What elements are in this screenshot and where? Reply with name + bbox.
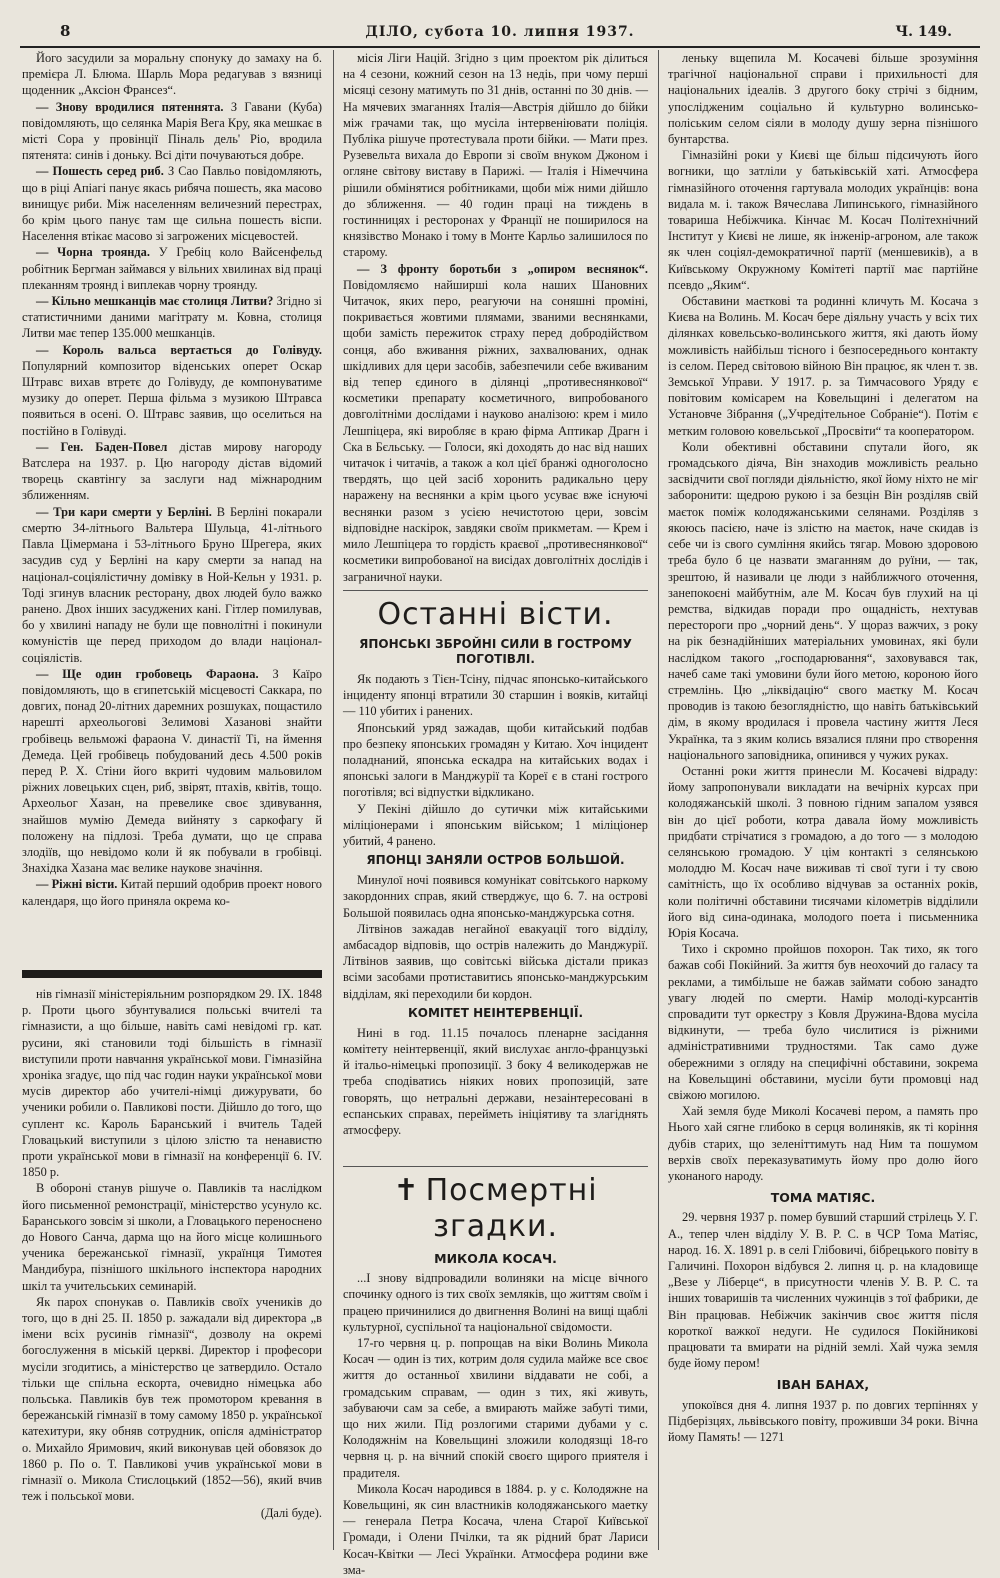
news-brief-text: В Берліні покарали смертю 34-літнього Вальтера Шульца, 41-літнього Павла Цімермана і 53-літнього Бруно Шрегера, яких засудив суд у Берліні на кару смерти за напад на націонал-соціялістичну домівку в Ной-Кельн у 1931. р. Тоді згинув власник ресторану, двох людей було важко ранено. Двох інших засуджених кані. Гітлер помилував, бо у хвилині нападу не були ще повнолітні і покинули комуністів ще перед приходом до влади націонал-соціялістів. — [22, 504, 322, 665]
news-brief-text: Китай перший одобрив проект нового календаря, що його приняла окрема ко- — [22, 877, 322, 908]
page-header — [20, 22, 980, 48]
obituaries-title: ✝ Посмертні згадки. — [393, 1173, 598, 1244]
column-3 — [668, 50, 978, 1540]
news-brief — [22, 99, 322, 164]
news-brief-text: Його засудили за моральну спонуку до замаху на б. премієра Л. Блюма. Шарль Мора редагував з вязниці щоденник „Аксіон Франсез“. — [22, 51, 322, 98]
news-brief-text: З Каїро повідомляють, що в єгипетській місцевості Саккара, по довгих, понад 20-літних даремних розшуках, пощастило нарешті археольогові Зелимові Хазанові знайти гробівець вельможі фараона V. династії Ті, на ймення Демеда. Цей гробівець побудований десь 4.500 років перед Р. Х. Стіни його вкриті чудовим мальовилом ріжних ловецьких сцен, риб, звірят, птахів, квітів, тощо. Археольог Хазан, на превелике своє здивування, знайшов мумію Демеда вийняту з саркофагу й положену на підлозі. Треба думати, що це справа злодіїв, що невідомо коли й як побували в гробівці. Знахідка Хазана має велике наукове значіння. — [22, 666, 322, 876]
latest-news-title: Останні вісти. — [377, 597, 614, 632]
obituary-name-kosach: МИКОЛА КОСАЧ. — [434, 1251, 557, 1266]
column-divider-1 — [333, 50, 334, 1550]
news-brief-headline: — Пошесть серед риб. — [36, 164, 168, 179]
section-separator-bar — [22, 970, 322, 978]
obituary-paragraph: Останні роки життя принесли М. Косачеві відраду: йому запропонували викладати на вечірніх курсах при колодяжанській школі. З повною гідним запалом узявся він до цієї роботи, котра давала йому можливість придбати стрічатися з громадою, а до того — з молодою селянською громадою. У цім контакті з селянською молоддю М. Косач наче виживав ті свої туги і ту свою самітність, що їх особливо відчував за останніх років, коли політичні обставини тисячами кілометрів відділили його від сина-одинака, молодого поета і письменника Юрія Косача. — [668, 763, 978, 940]
obituary-paragraph: Тихо і скромно пройшов похорон. Так тихо, як того бажав собі Покійний. За життя був неохочий до галасу та реклами, а тимбільше не бажав займати собою занадто увагу людей по смерти. Намір молоді-курсантів спровадити тут оркестру з Ковля Дружина-Вдова мусіла відкинути, — треба було числитися із ріжними адміністративними трудностями. Так само дуже обережними з огляду на специфічні обставини, зокрема на Ковельщині обставини, мусіли бути промовці над свіжою могилою. — [668, 942, 978, 1102]
news-brief-headline: — Король вальса вертається до Голівуду. — [36, 342, 322, 357]
news-brief-headline: — Ще один гробовець Фараона. — [36, 666, 273, 681]
news-brief-headline: — Кільно мешканців має столиця Литви? — [36, 294, 277, 309]
news-brief — [22, 50, 322, 99]
article-paragraph: нів гімназії міністеріяльним розпорядком 29. IX. 1848 р. Проти цього збунтувалися польські вчителі та гімназисти, а що більше, навіть самі невідомі гр. кат. русини, які становили тоді більшість в гімназії виступили проти навчання української мови. Гімназійна хроніка згадує, що під час годин науки української мови мусів директор або учителі-німці дижурувати, бо ученики робили о. Павликові пости. Дійшло до того, що суплент кс. Кароль Баранський і вчитель Тадей Гловацький виступили з цілою злістю та ненавистю проти української мови в гімназії на конференції 6. IV. 1850 р. — [22, 987, 322, 1180]
obituary-text-banakh: упокоївся дня 4. липня 1937 р. по довгих терпіннях у Підберізцях, львівського повіту, проживши 34 роки. Вічна йому Память! — 1271 — [668, 1397, 978, 1445]
issue-number: Ч. 149. — [895, 24, 952, 40]
news-brief-headline: — Три кари смерти у Берліні. — [36, 504, 217, 519]
news-brief — [22, 876, 322, 908]
news-brief-text: Згідно зі статистичними даними магітрату м. Ковна, столиця Литви має тепер 135.000 мешканців. — [22, 294, 322, 341]
news-headline-2: ЯПОНЦІ ЗАНЯЛИ ОСТРОВ БОЛЬШОЙ. — [366, 853, 625, 868]
obituary-paragraph: Коли обективні обставини спутали його, як громадського діяча, Він знаходив можливість реально засвідчити свої погляди діяльністю, якої йому ніхто не міг заборонити: щедрою рукою і за безцін Він розділяв свій маєток поміж колодяжанськими селянами. Розділяв з якоюсь пасією, наче із злістю на маєток, наче скидав із себе чи із свого сумління якийсь тягар. Мовою здоровою треба було б це назвати змаганням до руїни, — так, зрештою, й називали це люди з найближчого оточення, занепокоєні майбутнім, але М. Косач був глухий на ці ремства, відкидав поради про ощадність, нехтував перестороги про „чорний день“. У щораз важчих, з року на рік безнадійніших матеріальних умовинах, які були наслідком такого „господарювання“, заховувався так, начеб саме такі умовини були його метою, короною його стремлінь. Цю „ліквідацію“ свого маєтку М. Косач проводив із такою безоглядністю, що навіть батьківський дім, в якому вродилася і провела частину життя Леся Українка, та з яким колись вязалися пляни про створення національного заповідника, опинився у чужих руках. — [668, 439, 978, 762]
obituary-text-matiias: 29. червня 1937 р. помер бувший старший стрілець У. Г. А., тепер член відділу У. В. Р. С. в ЧСР Тома Матіяс, народ. 16. Х. 1891 р. в селі Глібовичі, бібрецького повіту в Галичині. Похорон відбувся 2. липня ц. р. на кладовище „Везе у Ліберце“, в присутности членів У. В. Р. С. та інших товаришів та численних чужинців з тої фабрики, де Він працював. Небіжчик закінчив своє життя після короткої важкої недуги. Не судилося Покійникові працювати та вмирати на рідній землі. Хай чужа земля буде йому пером! — [668, 1210, 978, 1371]
masthead-title: ДІЛО, субота 10. липня 1937. — [365, 24, 635, 40]
obituary-paragraph: леньку вщепила М. Косачеві більше зрозуміння трагічної національної справи і прихильності для національних ідеалів. З другого боку стрічі з бідним, упослідженим соціально й культурно волинсько-поліським селом сіяли в молоду душу зерна пізнішого бунтарства. — [668, 51, 978, 147]
obituary-paragraph: 17-го червня ц. р. попрощав на віки Волинь Микола Косач — один із тих, котрим доля судила майже все своє життя до останньої хвилини віддавати не собі, а громадським справам, — один з тих, які живуть, забуваючи сам за себе, а вмирають майже забуті тими, що них жили. Під розлогими старими дубами у с. Колодяжнім на Ковельщині зложили колодязщі 18-го червня ц. р. на вічний спокій своєго щирого приятеля і прадителя. — [343, 1336, 648, 1480]
news-brief — [22, 293, 322, 342]
news-paragraph: Літвінов зажадав негайної евакуації того відділу, амбасадор відповів, що острів належить до Манджурії. Літвінов заявив, що совітські війська дістали приказ всіми засобами протиставитись японсько-манджурським відділам, які переходили би кордон. — [343, 921, 648, 1001]
news-brief-headline: — Знову вродилися пятеннята. — [36, 99, 231, 114]
obituary-paragraph: ...І знову відпровадили волиняки на місце вічного спочинку одного із тих своїх земляків, що життям своїм і працею причинилися до двигнення Волині на вищі щаблі культурної, суспільної та національної свідомости. — [343, 1271, 648, 1334]
obituaries-section — [343, 1160, 648, 1577]
column-divider-2 — [658, 50, 659, 1550]
obituary-paragraph: Обставини маєткові та родинні кличуть М. Косача з Києва на Волинь. М. Косач бере діяльну участь у всіх тих ділянках ковельсько-волинського життя, які дають йому можливість найбільш тісного і безпосереднього контакту із селом. Перед світовою війною Він працює, як член т. зв. Земської Управи. У 1917. р. за Тимчасового Уряду є повітовим комісарем на Ковельщині і делегатом на Установче Зібрання („Учредітельное Собраніе“). Потім є метким головою ковельської „Просвіти“ та кооператором. — [668, 294, 978, 438]
news-paragraph: У Пекіні дійшло до сутички між китайськими міліціонерами і японським військом; 1 міліціонер убитий, 4 ранено. — [343, 801, 648, 849]
news-paragraph: Минулої ночі появився комунікат совітського наркому закордонних справ, який стверджує, що 6. 7. на острові Большой появилась одна японсько-манджурська сотня. — [343, 873, 648, 920]
news-brief-headline: — Чорна троянда. — [36, 245, 159, 260]
column-1-news-briefs — [22, 50, 322, 968]
column-1-history-article — [22, 986, 322, 1546]
news-brief — [22, 504, 322, 666]
news-brief-text: Популярний композитор віденських оперет Оскар Штравс вихав втретє до Голівуду, де компонуватиме музику до оперет. Перша фільма з музикою Штравса появиться в осені. О. Штравс заявив, що оселиться на постійно в Голівуді. — [22, 358, 322, 438]
obituary-name-banakh: ІВАН БАНАХ, — [776, 1377, 870, 1393]
news-brief-text: дістав мирову нагороду Ватслера на 1937. р. Цю нагороду дістав відомий творець скавтінгу за заслуги над міжнародним зближенням. — [22, 439, 322, 503]
cross-icon: ✝ — [393, 1173, 420, 1208]
news-paragraph: Нині в год. 11.15 почалось пленарне засідання комітету неінтервенції, який вислухає англо-французькі й італьо-німецькі пропозиції. З боку 4 великодержав не треба сподіватись ніяких нових пропозицій, зате говорять, що нетральні держави, незаінтересовані в еспанських справах, перейметь ініціятиву та злагіднять атмосферу. — [343, 1025, 648, 1138]
obituary-name-matiias: ТОМА МАТІЯС. — [770, 1190, 876, 1206]
news-paragraph: Японський уряд зажадав, щоби китайський подбав про безпеку японських громадян у Китаю. Хоч інцидент поладнаний, японська ескадра на китайських водах і японські залоги в Манджурії та Кореї є в стані гострого поготівля; всі відпустки відкликано. — [343, 720, 648, 800]
obituary-paragraph: Микола Косач народився в 1884. р. у с. Колодяжне на Ковельщині, як син властників колодяжанського маетку — генерала Петра Косача, члена Старої Київської Громади, і Олени Пчілки, та як рідний брат Лариси Косач-Квітки — Лесі Українки. Атмосфера родини вже зма- — [343, 1481, 648, 1577]
news-brief — [22, 244, 322, 293]
advertisement-freckles: — З фронту боротьби з „опиром веснянок“. Повідомляємо найширші кола наших Шановних Читачок, яких перо, реагуючи на соняшні проміні, покривається жовтими плямами, званими веснянками, щоби замість пережиток страху перед добродійством сонця, або вживання ріжних, захвалюваних, однак шкідливих для цери засобів, забезпечили себе вживаним від тепер єдиного в ділянці „противеснянкової“ косметики препарату косметичного, випробованого довголітніми дослідами і науково аналізою: крем і мило Лешпіцера, які виробляє в краю фірма Аптикар Драгн і Ска в Бєльську. — Голоси, які доходять до нас від наших читачок і читачів, а також а кол цієї бранжі одноголосно твердять, що цей засіб хоронить радикально церу наражену на веснянки а крім цього усуває вже існуючі веснянки разом з усією нечистотою цери, зовсім відповідне наскірок, завдяки своїм прикметам. — Крем і мило Лешпіцера то гордість краєвої „противеснянкової“ косметики випробованої на висідах довголітніх дослідів і заграничної науки. — [343, 261, 648, 584]
page-number: 8 — [60, 22, 71, 40]
news-brief — [22, 666, 322, 877]
to-be-continued: (Далі буде). — [260, 1505, 322, 1520]
latest-news-section — [343, 584, 648, 1138]
column-2-top — [343, 50, 648, 598]
news-paragraph: Як подають з Тієн-Тсіну, підчас японсько-китайського інциденту японці втратили 30 старшин і вояків, китайці — 110 убитих і ранених. — [343, 672, 648, 719]
news-brief-text: З Гавани (Куба) повідомляють, що селянка Марія Вега Кру, яка мешкає в місті Сора у провінції Піналь дель' Ріо, вродила пятенята: синів і доньку. Всі діти почуваються добре. — [22, 99, 322, 163]
article-paragraph: Як парох спонукав о. Павликів своїх учеників до того, що в днi 25. II. 1850 р. зажадали від директора „в імени всіх русинів гімназії“, дозволу на окремі богослуження в міській церкві. Директор і професори мусіли згодитись, а міністерство це затвердило. Остало тільки ще спільна ескорта, очевидно німецька або польська. Павликів був теж промотором кревання в бережанській гімназії в тому самому 1850 р. української катехитури, яку обняв сотрудник, опісля адміністратор о. Михайло Яримович, який виконував цей обовязок до 1860 р. По о. Т. Павликові учив української мови в гімназії о. Микола Стислоцький (1852—56), який вчив теж і польської мови. — [22, 1294, 322, 1504]
rule — [343, 590, 648, 591]
news-brief-headline: — Ген. Баден-Повел — [36, 439, 180, 454]
article-paragraph: В обороні станув рішуче о. Павликів та наслідком його письменної ремонстрації, міністерство усунуло кс. Баранського зовсім зі школи, а Гловацького переноснено до Нового Санча, дарма що на його місце колишнього ученика бережанської гімназії, українця Тимотея Мандибура, пізнішого шкільного інспектора народних шкіл та учительських семинарій. — [22, 1181, 322, 1293]
news-brief — [22, 163, 322, 244]
obituary-paragraph: Хай земля буде Миколі Косачеві пером, а память про Нього хай сягне глибоко в серця волиняків, як ті коріння дубів старих, що зеленіттимуть над Ним та пошумом верхів своїх переказуватимуть йому про долю його уконаного народу. — [668, 1104, 978, 1184]
news-brief-text: У Гребіц коло Вайсенфельд робітник Бергман займався у вільних хвилинах від праці плеканням троянд і виплекав чорну троянду. — [22, 245, 322, 292]
news-headline-1: ЯПОНСЬКІ ЗБРОЙНІ СИЛИ В ГОСТРОМУ ПОГОТІВЛІ. — [359, 637, 632, 666]
obituary-paragraph: Гімназійні роки у Києві ще більш підсичують його вогники, що затліли у батьківській хаті. Атмосфера гімназійного оточення гартувала молодих українців: вона видала м. і. також Вячеслава Липинського, гімназійного товариша Небіжчика. Кінчає М. Косач Політехнічний Інститут у Києві не лише, як інженір-агроном, але також як член соціял-демократичної партії (меншевиків), а в Київському Окружному Комітеті партії має партійне псевдо „Яким“. — [668, 148, 978, 292]
news-brief-text: З Сао Павльо повідомляють, що в ріці Апіагі панує якась рибяча пошесть, яка масово винищує риби. Між населенням величезний перестрах, бо крім цього панує там ще сильна пошесть віспи. Населення втікає масово зі загрожених місцевостей. — [22, 164, 322, 244]
news-headline-3: КОМІТЕТ НЕІНТЕРВЕНЦІЇ. — [407, 1005, 584, 1020]
news-brief: місія Ліги Націй. Згідно з цим проектом рік ділиться на 4 сезони, кожний сезон на 13 недіь, при чому перші місяці сезону матимуть по 31 днів, останні по 30 днів. — На мячевих змаганнях Італія—Австрія дійшло до бійки між грачами так, що мусіла інтервеніювати поліція. Публіка рішуче протестувала проти бійки. — Мати през. Рузевельта вихала до Европи зі своїм внуком Джоном і огляне світову виставу в Парижі. — Італія і Німеччина рішили обмінятися робітниками, щоби між ними дійшло до зближення. — 40 годин праці на тиждень в гостинницях і ресторонах у Франції не поширилося на князівство Монако і тому в Монте Карльо залишилося по старому. — [343, 51, 648, 260]
rule — [343, 1166, 648, 1167]
news-brief — [22, 439, 322, 504]
news-brief — [22, 342, 322, 439]
news-brief-headline: — Ріжні вісти. — [36, 877, 121, 892]
